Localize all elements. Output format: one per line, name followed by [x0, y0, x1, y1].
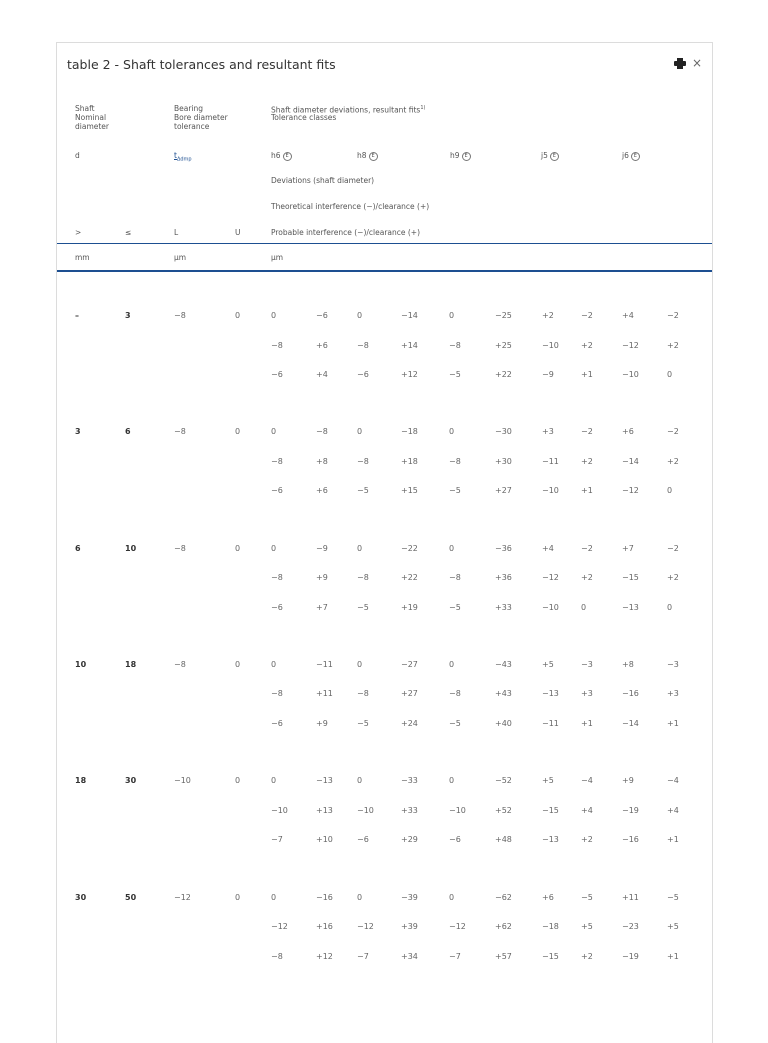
class-h8-label: h8 [357, 151, 367, 160]
row-bore-L: −8 [174, 659, 186, 669]
row-value-cell: −19 [622, 951, 639, 961]
t-symbol: t [174, 151, 177, 160]
row-value-cell: −30 [495, 427, 512, 437]
header-less-equal: ≤ [125, 228, 132, 237]
header-bearing-bore-tolerance: Bearing Bore diameter tolerance [174, 104, 228, 131]
row-value-cell: −2 [667, 427, 679, 437]
class-h6 [271, 151, 292, 161]
row-value-cell: −52 [495, 776, 512, 786]
row-value-cell: −10 [449, 805, 466, 815]
row-bore-U: 0 [235, 659, 241, 669]
row-value-cell: +1 [667, 718, 679, 728]
row-value-cell: −16 [622, 835, 639, 845]
class-j5-label: j5 [541, 151, 548, 160]
header-bottom-divider [57, 270, 712, 272]
row-value-cell: +14 [401, 340, 418, 350]
row-value-cell: −9 [316, 543, 328, 553]
row-value-cell: +4 [316, 370, 328, 379]
row-value-cell: −5 [449, 370, 461, 379]
header-probable-row: Probable interference (−)/clearance (+) [271, 228, 421, 237]
row-value-cell: +7 [622, 543, 634, 553]
row-value-cell: +22 [401, 573, 418, 583]
row-value-cell: +5 [542, 776, 554, 786]
row-value-cell: −8 [271, 689, 283, 699]
header-shaft-nominal-diameter: Shaft Nominal diameter [75, 104, 109, 131]
header-d: d [75, 151, 80, 160]
row-value-cell: −12 [271, 922, 288, 931]
header-greater-than: > [75, 228, 82, 237]
row-value-cell: −33 [401, 776, 418, 786]
row-value-cell: +25 [495, 340, 512, 350]
row-bore-U: 0 [235, 543, 241, 553]
row-value-cell: +6 [316, 486, 328, 496]
row-value-cell: +12 [316, 951, 333, 961]
header-divider [57, 243, 712, 244]
row-value-cell: −8 [271, 456, 283, 466]
row-value-cell: 0 [357, 776, 363, 786]
dialog-toolbar [674, 57, 702, 69]
environment-mark-icon: E [550, 152, 559, 161]
row-bore-U: 0 [235, 776, 241, 786]
row-value-cell: +11 [316, 689, 333, 699]
row-value-cell: −8 [449, 340, 461, 350]
header-t-delta-dmp[interactable] [174, 151, 192, 165]
row-value-cell: −12 [449, 922, 466, 931]
class-h9-label: h9 [450, 151, 460, 160]
row-value-cell: 0 [449, 776, 455, 786]
row-value-cell: −14 [622, 456, 639, 466]
close-icon[interactable]: × [691, 56, 702, 70]
row-bore-L: −12 [174, 892, 191, 902]
row-diameter-over: 18 [75, 776, 87, 786]
row-value-cell: 0 [357, 427, 363, 437]
header-L: L [174, 228, 179, 237]
row-value-cell: 0 [667, 370, 673, 379]
row-value-cell: +29 [401, 835, 418, 845]
row-value-cell: +3 [542, 427, 554, 437]
row-value-cell: +2 [667, 456, 679, 466]
dialog-title: table 2 - Shaft tolerances and resultant fits [67, 57, 336, 72]
row-value-cell: −10 [622, 370, 639, 379]
row-value-cell: +27 [495, 486, 512, 496]
row-value-cell: −8 [357, 340, 369, 350]
row-value-cell: −6 [271, 486, 283, 496]
row-value-cell: −10 [357, 805, 374, 815]
header-tolerance-classes: Tolerance classes [271, 113, 337, 122]
row-value-cell: −6 [271, 370, 283, 379]
row-value-cell: +24 [401, 718, 418, 728]
row-bore-U: 0 [235, 892, 241, 902]
row-value-cell: +36 [495, 573, 512, 583]
row-value-cell: +3 [667, 689, 679, 699]
row-diameter-incl: 10 [125, 543, 137, 553]
row-value-cell: 0 [667, 602, 673, 612]
row-value-cell: −10 [542, 486, 559, 496]
unit-um-bearing: µm [174, 253, 187, 262]
row-value-cell: 0 [449, 543, 455, 553]
row-value-cell: −3 [581, 659, 593, 669]
row-value-cell: −39 [401, 892, 418, 902]
t-delta-dmp-link[interactable] [174, 151, 192, 163]
row-value-cell: +10 [316, 835, 333, 845]
row-value-cell: −16 [316, 892, 333, 902]
row-value-cell: −6 [449, 835, 461, 845]
row-value-cell: −43 [495, 659, 512, 669]
row-value-cell: −8 [271, 340, 283, 350]
row-value-cell: −8 [357, 456, 369, 466]
class-h9 [450, 151, 471, 161]
row-value-cell: −8 [271, 573, 283, 583]
row-value-cell: +52 [495, 805, 512, 815]
class-h8 [357, 151, 378, 161]
row-value-cell: −62 [495, 892, 512, 902]
row-value-cell: −18 [542, 922, 559, 931]
row-value-cell: −13 [542, 835, 559, 845]
row-value-cell: 0 [449, 892, 455, 902]
row-value-cell: +2 [581, 456, 593, 466]
header-U: U [235, 228, 241, 237]
footnote-mark: 1) [420, 105, 426, 111]
tolerance-table-dialog [56, 42, 713, 1043]
row-value-cell: −2 [581, 543, 593, 553]
row-bore-L: −8 [174, 543, 186, 553]
row-value-cell: −5 [449, 602, 461, 612]
row-value-cell: +30 [495, 456, 512, 466]
row-value-cell: −6 [271, 718, 283, 728]
row-value-cell: −25 [495, 311, 512, 320]
row-value-cell: −11 [316, 659, 333, 669]
row-value-cell: −5 [667, 892, 679, 902]
row-value-cell: −19 [622, 805, 639, 815]
row-value-cell: −8 [449, 456, 461, 466]
row-value-cell: −9 [542, 370, 554, 379]
row-value-cell: +6 [622, 427, 634, 437]
row-value-cell: −8 [316, 427, 328, 437]
row-diameter-incl: 3 [125, 311, 131, 320]
row-value-cell: 0 [271, 311, 277, 320]
header-theoretical-row: Theoretical interference (−)/clearance (+) [271, 202, 430, 211]
t-subscript: Δdmp [176, 156, 192, 163]
environment-mark-icon: E [283, 152, 292, 161]
row-value-cell: +7 [316, 602, 328, 612]
row-value-cell: −36 [495, 543, 512, 553]
environment-mark-icon: E [462, 152, 471, 161]
row-value-cell: −15 [622, 573, 639, 583]
row-value-cell: −7 [449, 951, 461, 961]
row-value-cell: 0 [357, 543, 363, 553]
row-value-cell: +1 [667, 951, 679, 961]
row-value-cell: +8 [622, 659, 634, 669]
row-value-cell: −13 [316, 776, 333, 786]
row-value-cell: −8 [357, 689, 369, 699]
printer-icon[interactable] [674, 58, 686, 69]
row-value-cell: 0 [357, 892, 363, 902]
row-diameter-over: 10 [75, 659, 87, 669]
row-value-cell: −2 [581, 427, 593, 437]
row-diameter-over: – [75, 311, 79, 320]
row-value-cell: 0 [449, 311, 455, 320]
row-value-cell: −7 [271, 835, 283, 845]
row-value-cell: −3 [667, 659, 679, 669]
row-value-cell: +15 [401, 486, 418, 496]
row-value-cell: +18 [401, 456, 418, 466]
unit-mm: mm [75, 253, 90, 262]
row-value-cell: −5 [581, 892, 593, 902]
row-value-cell: −12 [357, 922, 374, 931]
row-value-cell: −15 [542, 805, 559, 815]
row-value-cell: +1 [581, 486, 593, 496]
row-value-cell: +1 [667, 835, 679, 845]
row-value-cell: +3 [581, 689, 593, 699]
row-value-cell: +57 [495, 951, 512, 961]
row-value-cell: −22 [401, 543, 418, 553]
row-value-cell: −6 [357, 835, 369, 845]
row-value-cell: 0 [271, 427, 277, 437]
row-bore-L: −8 [174, 427, 186, 437]
row-value-cell: +39 [401, 922, 418, 931]
row-value-cell: −16 [622, 689, 639, 699]
header-shaft-deviations-text: Shaft diameter deviations, resultant fits [271, 105, 421, 115]
row-value-cell: 0 [271, 659, 277, 669]
row-bore-U: 0 [235, 427, 241, 437]
row-value-cell: +11 [622, 892, 639, 902]
row-value-cell: −12 [542, 573, 559, 583]
row-value-cell: −2 [581, 311, 593, 320]
environment-mark-icon: E [369, 152, 378, 161]
row-value-cell: +5 [542, 659, 554, 669]
row-value-cell: +33 [495, 602, 512, 612]
row-diameter-incl: 30 [125, 776, 137, 786]
row-value-cell: +2 [581, 573, 593, 583]
row-diameter-over: 6 [75, 543, 81, 553]
environment-mark-icon: E [631, 152, 640, 161]
row-value-cell: +33 [401, 805, 418, 815]
row-diameter-incl: 50 [125, 892, 137, 902]
row-value-cell: +13 [316, 805, 333, 815]
row-value-cell: 0 [667, 486, 673, 496]
row-value-cell: +9 [316, 718, 328, 728]
row-value-cell: +6 [316, 340, 328, 350]
row-value-cell: −4 [581, 776, 593, 786]
row-value-cell: +62 [495, 922, 512, 931]
header-deviations-row: Deviations (shaft diameter) [271, 176, 375, 185]
row-value-cell: 0 [271, 776, 277, 786]
row-value-cell: −5 [357, 486, 369, 496]
row-value-cell: −12 [622, 340, 639, 350]
row-value-cell: 0 [357, 659, 363, 669]
row-value-cell: +1 [581, 718, 593, 728]
row-value-cell: +48 [495, 835, 512, 845]
row-value-cell: −14 [401, 311, 418, 320]
row-value-cell: +6 [542, 892, 554, 902]
row-value-cell: +40 [495, 718, 512, 728]
row-value-cell: −8 [357, 573, 369, 583]
class-h6-label: h6 [271, 151, 281, 160]
row-value-cell: 0 [449, 427, 455, 437]
row-value-cell: +5 [581, 922, 593, 931]
row-value-cell: −6 [316, 311, 328, 320]
row-value-cell: +9 [316, 573, 328, 583]
row-value-cell: +2 [667, 340, 679, 350]
row-value-cell: +34 [401, 951, 418, 961]
row-value-cell: −6 [357, 370, 369, 379]
row-value-cell: −10 [271, 805, 288, 815]
row-value-cell: +43 [495, 689, 512, 699]
row-bore-L: −8 [174, 311, 186, 320]
row-value-cell: +22 [495, 370, 512, 379]
row-value-cell: −13 [542, 689, 559, 699]
row-value-cell: +4 [581, 805, 593, 815]
row-value-cell: +8 [316, 456, 328, 466]
row-value-cell: +19 [401, 602, 418, 612]
row-value-cell: −13 [622, 602, 639, 612]
row-diameter-over: 30 [75, 892, 87, 902]
row-value-cell: −23 [622, 922, 639, 931]
row-value-cell: −18 [401, 427, 418, 437]
row-value-cell: +27 [401, 689, 418, 699]
class-j6 [622, 151, 640, 161]
row-bore-U: 0 [235, 311, 241, 320]
row-value-cell: −2 [667, 543, 679, 553]
row-value-cell: −4 [667, 776, 679, 786]
row-value-cell: −11 [542, 456, 559, 466]
row-value-cell: −2 [667, 311, 679, 320]
row-diameter-incl: 6 [125, 427, 131, 437]
row-value-cell: −5 [357, 602, 369, 612]
row-value-cell: +5 [667, 922, 679, 931]
row-value-cell: −5 [449, 486, 461, 496]
row-value-cell: −8 [449, 573, 461, 583]
row-bore-L: −10 [174, 776, 191, 786]
row-value-cell: −14 [622, 718, 639, 728]
row-value-cell: −5 [357, 718, 369, 728]
row-value-cell: −5 [449, 718, 461, 728]
row-value-cell: +12 [401, 370, 418, 379]
row-value-cell: +2 [581, 951, 593, 961]
row-value-cell: −12 [622, 486, 639, 496]
row-value-cell: 0 [271, 892, 277, 902]
row-value-cell: −10 [542, 602, 559, 612]
row-value-cell: +4 [622, 311, 634, 320]
row-diameter-over: 3 [75, 427, 81, 437]
row-diameter-incl: 18 [125, 659, 137, 669]
row-value-cell: 0 [357, 311, 363, 320]
row-value-cell: +4 [542, 543, 554, 553]
row-value-cell: 0 [271, 543, 277, 553]
row-value-cell: +1 [581, 370, 593, 379]
unit-um-shaft: µm [271, 253, 284, 262]
row-value-cell: +4 [667, 805, 679, 815]
row-value-cell: −7 [357, 951, 369, 961]
row-value-cell: −27 [401, 659, 418, 669]
row-value-cell: −15 [542, 951, 559, 961]
row-value-cell: 0 [581, 602, 587, 612]
row-value-cell: +16 [316, 922, 333, 931]
row-value-cell: −10 [542, 340, 559, 350]
row-value-cell: −11 [542, 718, 559, 728]
class-j5 [541, 151, 559, 161]
row-value-cell: +2 [581, 340, 593, 350]
row-value-cell: −6 [271, 602, 283, 612]
row-value-cell: +9 [622, 776, 634, 786]
row-value-cell: +2 [542, 311, 554, 320]
row-value-cell: −8 [449, 689, 461, 699]
row-value-cell: 0 [449, 659, 455, 669]
row-value-cell: +2 [667, 573, 679, 583]
class-j6-label: j6 [622, 151, 629, 160]
row-value-cell: −8 [271, 951, 283, 961]
row-value-cell: +2 [581, 835, 593, 845]
